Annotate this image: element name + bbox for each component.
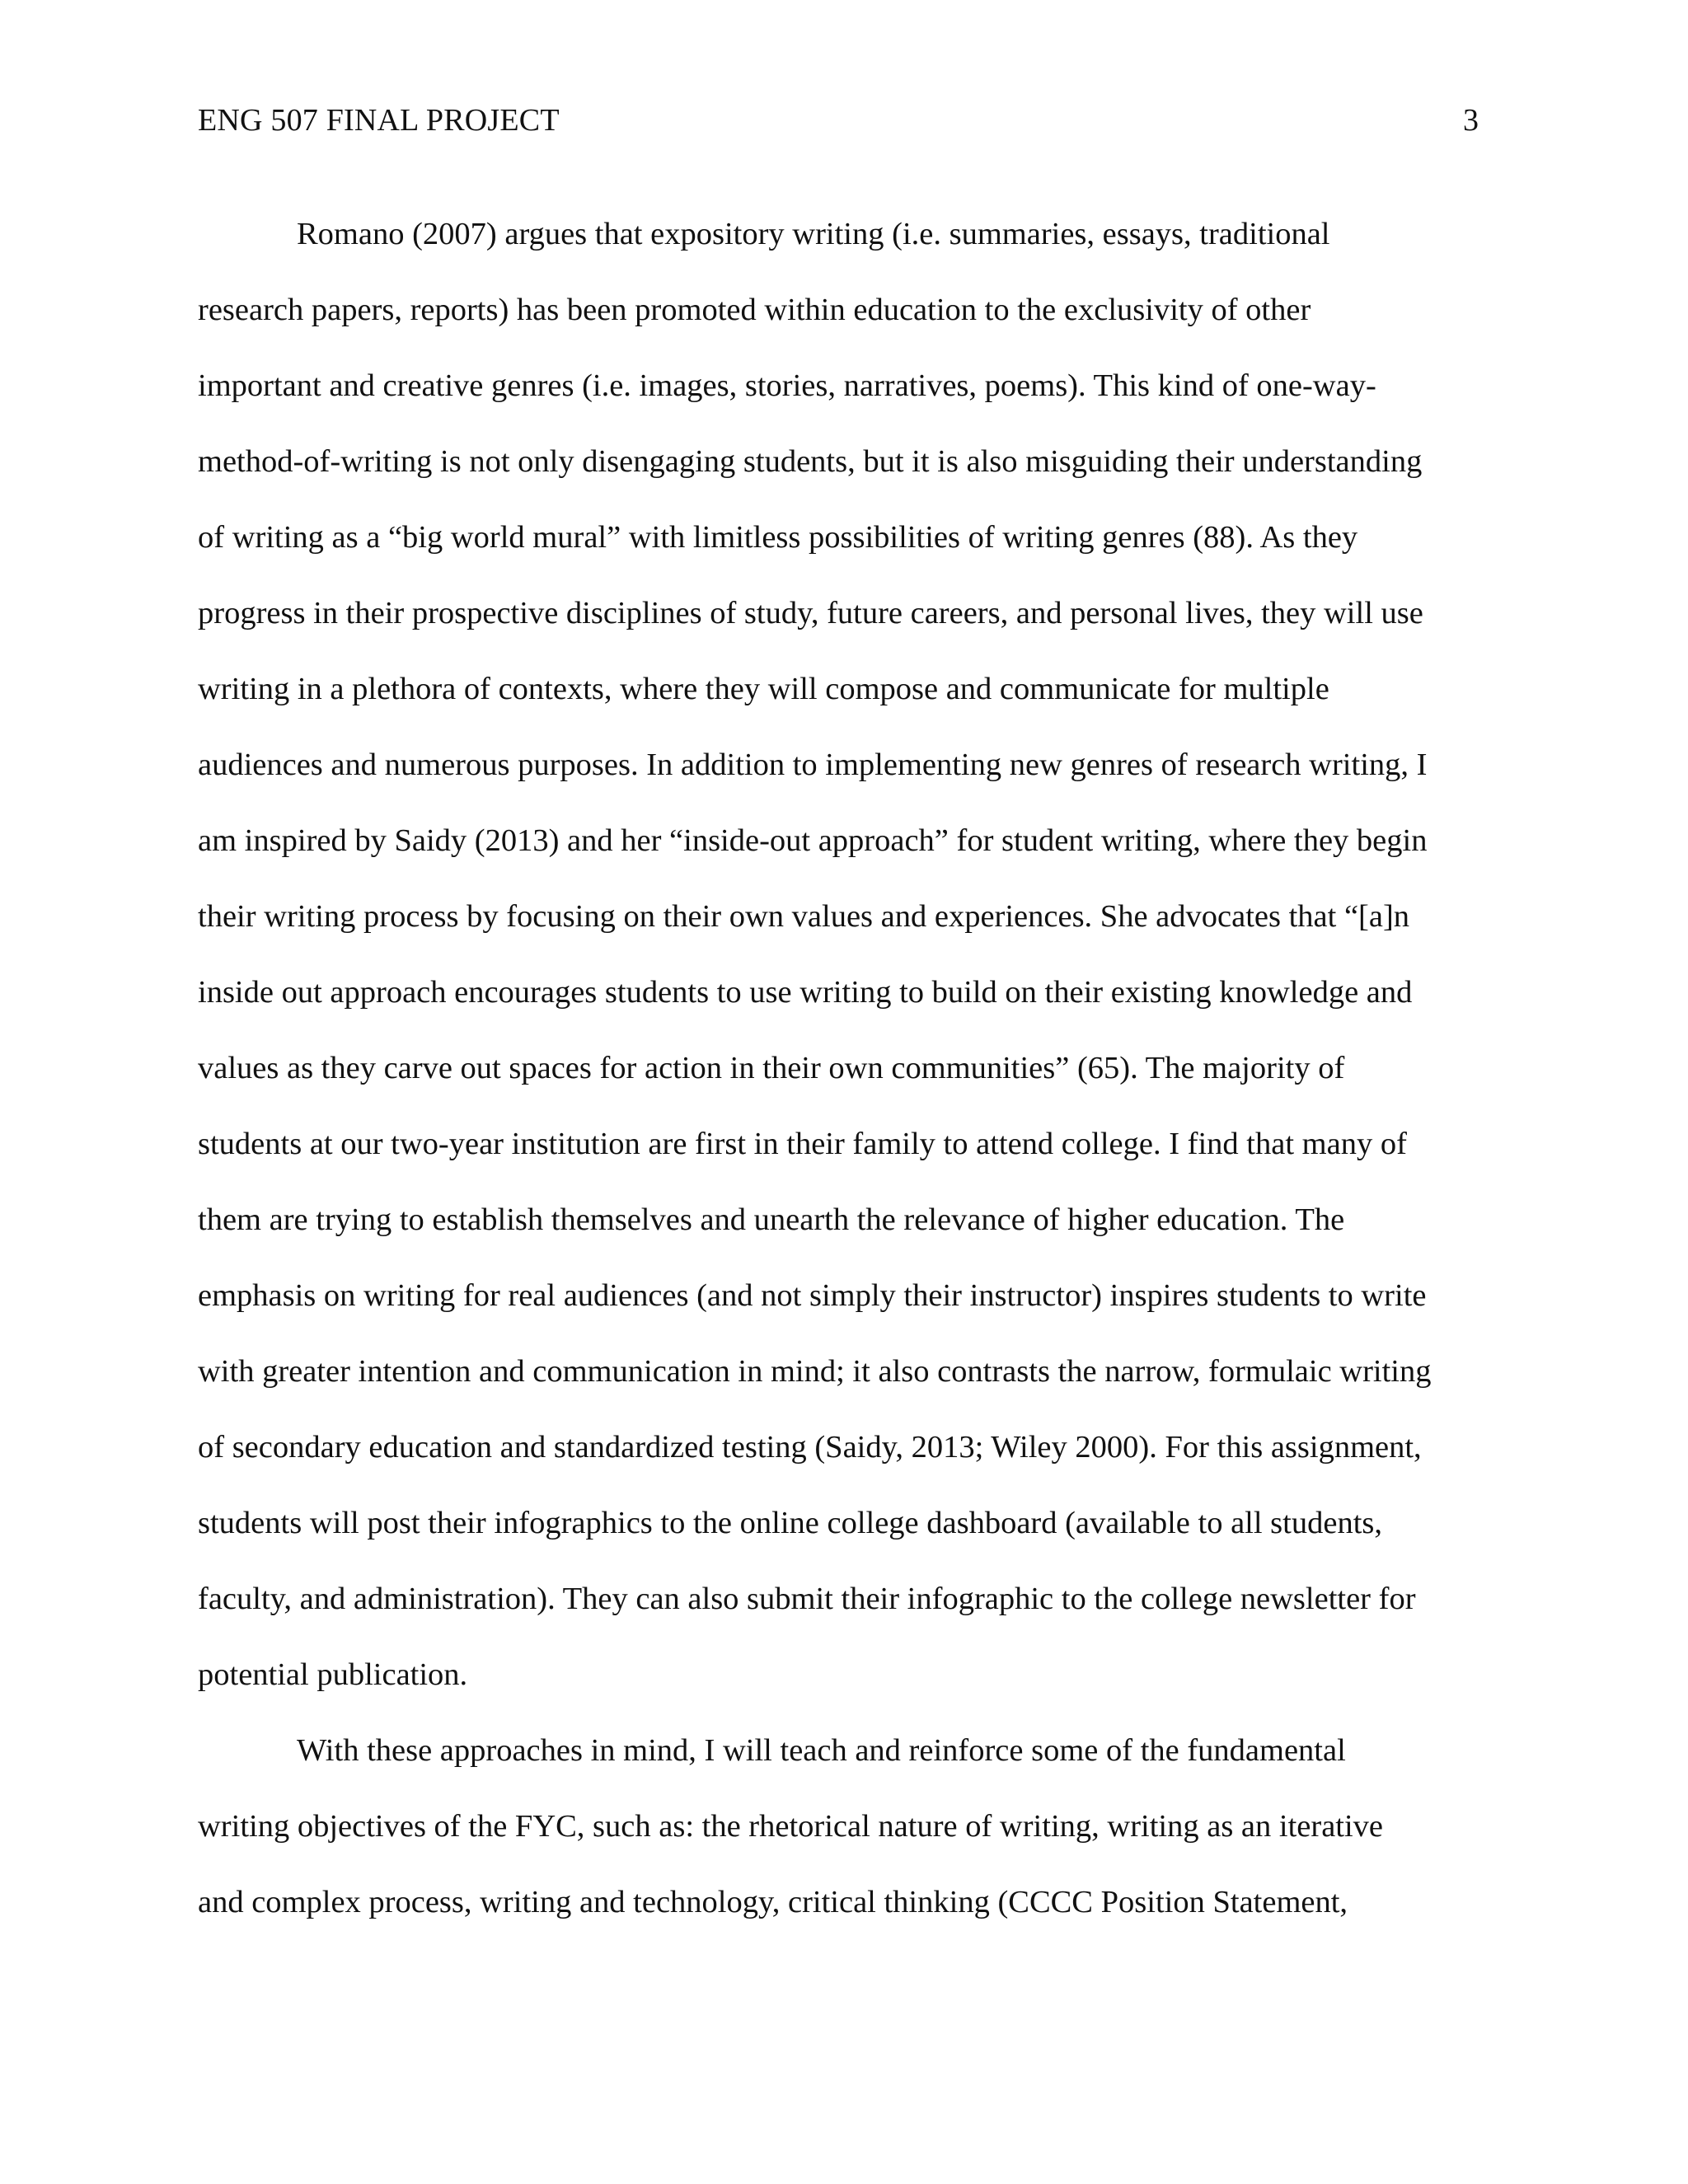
text-line: them are trying to establish themselves and unearth the relevance of higher education. The [198, 1202, 1345, 1237]
text-line: emphasis on writing for real audiences (and not simply their instructor) inspires students to write [198, 1278, 1427, 1313]
text-line: method-of-writing is not only disengaging students, but it is also misguiding their understanding [198, 444, 1423, 479]
text-line: values as they carve out spaces for action in their own communities” (65). The majority of [198, 1051, 1345, 1085]
text-line: audiences and numerous purposes. In addition to implementing new genres of research writing, I [198, 748, 1428, 782]
text-line: With these approaches in mind, I will teach and reinforce some of the fundamental [297, 1733, 1346, 1768]
page-number: 3 [1463, 103, 1479, 138]
text-line: students at our two-year institution are first in their family to attend college. I find that many of [198, 1127, 1407, 1161]
text-line: of secondary education and standardized testing (Saidy, 2013; Wiley 2000). For this assignment, [198, 1430, 1422, 1465]
text-line: potential publication. [198, 1657, 468, 1692]
text-line: their writing process by focusing on their own values and experiences. She advocates that “[a]n [198, 899, 1410, 934]
text-line: writing in a plethora of contexts, where they will compose and communicate for multiple [198, 672, 1329, 706]
text-line: and complex process, writing and technology, critical thinking (CCCC Position Statement, [198, 1885, 1348, 1919]
text-line: students will post their infographics to the online college dashboard (available to all students, [198, 1506, 1383, 1540]
text-line: important and creative genres (i.e. images, stories, narratives, poems). This kind of one-way- [198, 368, 1376, 403]
text-line: am inspired by Saidy (2013) and her “inside-out approach” for student writing, where they begin [198, 823, 1428, 858]
text-line: research papers, reports) has been promoted within education to the exclusivity of other [198, 293, 1311, 327]
body-text [198, 196, 1492, 1940]
text-line: writing objectives of the FYC, such as: the rhetorical nature of writing, writing as an iterative [198, 1809, 1384, 1844]
text-line: with greater intention and communication in mind; it also contrasts the narrow, formulaic writing [198, 1354, 1432, 1389]
running-head: ENG 507 FINAL PROJECT [198, 103, 560, 138]
text-line: of writing as a “big world mural” with limitless possibilities of writing genres (88). As they [198, 520, 1358, 555]
text-line: progress in their prospective disciplines of study, future careers, and personal lives, they will use [198, 596, 1423, 630]
text-line: Romano (2007) argues that expository writing (i.e. summaries, essays, traditional [297, 217, 1330, 251]
text-line: inside out approach encourages students to use writing to build on their existing knowledge and [198, 975, 1413, 1010]
text-line: faculty, and administration). They can also submit their infographic to the college newsletter for [198, 1582, 1416, 1616]
